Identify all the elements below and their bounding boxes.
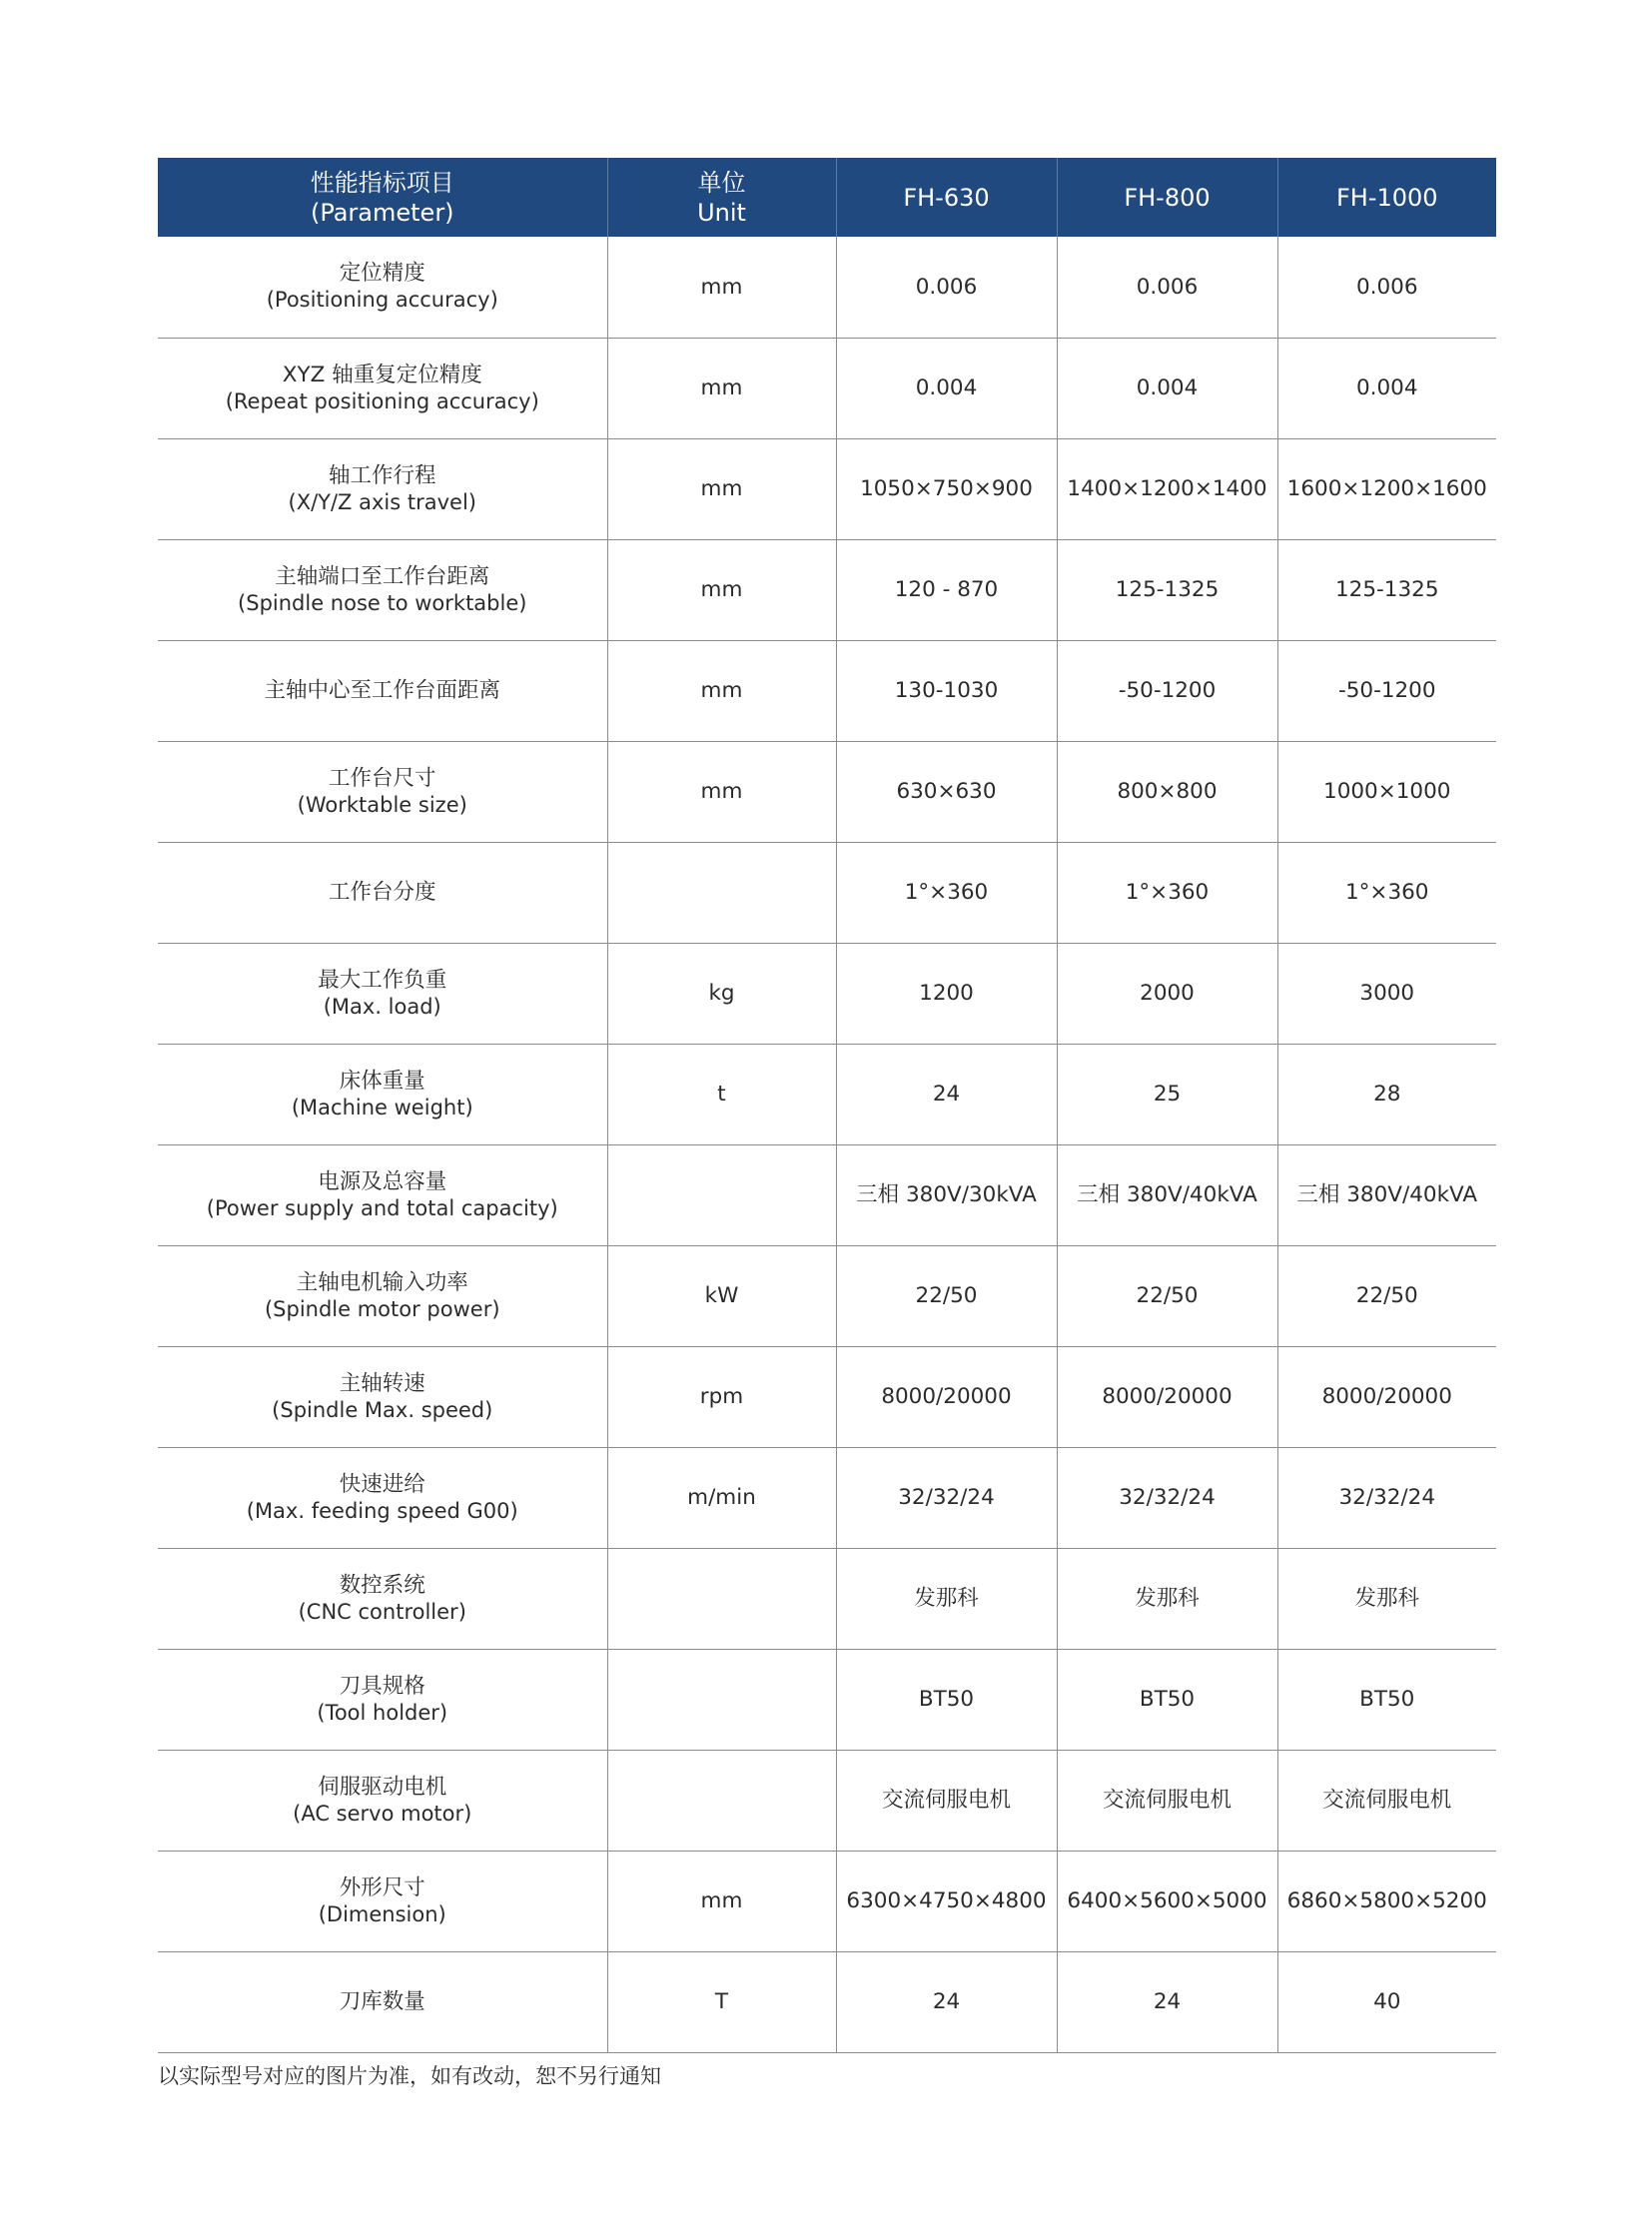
unit-cell: mm (607, 338, 836, 438)
unit-cell: mm (607, 438, 836, 539)
parameter-name-en: (Max. load) (323, 994, 441, 1019)
table-row (158, 1447, 1496, 1548)
value-cell-fh-800: 800×800 (1057, 741, 1277, 842)
value-cell-fh-800: 1400×1200×1400 (1057, 438, 1277, 539)
parameter-name-en: (X/Y/Z axis travel) (288, 489, 476, 514)
value-cell-fh-800: 22/50 (1057, 1245, 1277, 1346)
table-row (158, 1649, 1496, 1750)
value-cell-fh-1000: 22/50 (1277, 1245, 1496, 1346)
header-model-fh-630: FH-630 (836, 158, 1057, 237)
header-unit-cn: 单位 (697, 168, 746, 197)
value-cell-fh-1000: 0.004 (1277, 338, 1496, 438)
value-cell-fh-800: 25 (1057, 1044, 1277, 1144)
value-cell-fh-800: 6400×5600×5000 (1057, 1851, 1277, 1951)
table-row (158, 438, 1496, 539)
value-cell-fh-800: 125-1325 (1057, 539, 1277, 640)
unit-cell (607, 842, 836, 943)
value-cell-fh-630: 0.004 (836, 338, 1057, 438)
parameter-name-cn: 主轴中心至工作台面距离 (264, 678, 500, 703)
header-model-fh-1000: FH-1000 (1277, 158, 1496, 237)
value-cell-fh-1000: 1600×1200×1600 (1277, 438, 1496, 539)
value-cell-fh-1000: 125-1325 (1277, 539, 1496, 640)
unit-cell (607, 1144, 836, 1245)
header-model-fh-800: FH-800 (1057, 158, 1277, 237)
parameter-name-cn: 主轴电机输入功率 (296, 1269, 468, 1295)
value-cell-fh-1000: 三相 380V/40kVA (1277, 1144, 1496, 1245)
value-cell-fh-800: 发那科 (1057, 1548, 1277, 1649)
value-cell-fh-800: 0.006 (1057, 237, 1277, 338)
parameter-name-cn: 主轴转速 (339, 1370, 425, 1396)
table-row (158, 943, 1496, 1044)
unit-cell: mm (607, 237, 836, 338)
value-cell-fh-630: 0.006 (836, 237, 1057, 338)
value-cell-fh-800: 三相 380V/40kVA (1057, 1144, 1277, 1245)
unit-cell (607, 1649, 836, 1750)
parameter-cell (158, 1346, 607, 1447)
value-cell-fh-630: 22/50 (836, 1245, 1057, 1346)
parameter-cell (158, 539, 607, 640)
unit-cell: mm (607, 741, 836, 842)
header-parameter-en: (Parameter) (310, 198, 454, 227)
parameter-name-en: (Worktable size) (297, 792, 467, 817)
value-cell-fh-1000: 发那科 (1277, 1548, 1496, 1649)
parameter-name-en: (Tool holder) (317, 1700, 448, 1725)
unit-cell (607, 1548, 836, 1649)
value-cell-fh-1000: 交流伺服电机 (1277, 1750, 1496, 1851)
parameter-name-cn: 数控系统 (339, 1572, 425, 1598)
table-row (158, 1144, 1496, 1245)
value-cell-fh-630: 1°×360 (836, 842, 1057, 943)
table-row (158, 1346, 1496, 1447)
parameter-cell (158, 237, 607, 338)
parameter-name-cn: 主轴端口至工作台距离 (275, 563, 490, 589)
value-cell-fh-630: 32/32/24 (836, 1447, 1057, 1548)
parameter-name-cn: 刀库数量 (339, 1989, 425, 2014)
parameter-name-cn: 最大工作负重 (318, 967, 447, 993)
parameter-name-en: (AC servo motor) (293, 1801, 472, 1826)
table-row (158, 640, 1496, 741)
parameter-name-en: (Spindle Max. speed) (272, 1397, 493, 1422)
unit-cell: kW (607, 1245, 836, 1346)
value-cell-fh-1000: 40 (1277, 1951, 1496, 2052)
table-row (158, 539, 1496, 640)
parameter-name-cn: 伺服驱动电机 (318, 1774, 447, 1800)
parameter-name-cn: 电源及总容量 (318, 1168, 447, 1194)
parameter-name-cn: 定位精度 (339, 261, 425, 287)
unit-cell: mm (607, 640, 836, 741)
table-row (158, 237, 1496, 338)
value-cell-fh-1000: 8000/20000 (1277, 1346, 1496, 1447)
value-cell-fh-1000: -50-1200 (1277, 640, 1496, 741)
value-cell-fh-800: 2000 (1057, 943, 1277, 1044)
value-cell-fh-630: 24 (836, 1951, 1057, 2052)
value-cell-fh-1000: 1°×360 (1277, 842, 1496, 943)
table-row (158, 1851, 1496, 1951)
unit-cell: rpm (607, 1346, 836, 1447)
value-cell-fh-1000: BT50 (1277, 1649, 1496, 1750)
parameter-name-en: (Spindle nose to worktable) (238, 590, 527, 615)
value-cell-fh-1000: 3000 (1277, 943, 1496, 1044)
parameter-name-cn: 轴工作行程 (328, 462, 436, 488)
value-cell-fh-1000: 28 (1277, 1044, 1496, 1144)
value-cell-fh-800: BT50 (1057, 1649, 1277, 1750)
parameter-cell (158, 1144, 607, 1245)
table-row (158, 1044, 1496, 1144)
value-cell-fh-630: 发那科 (836, 1548, 1057, 1649)
spec-table (158, 158, 1496, 2053)
unit-cell: t (607, 1044, 836, 1144)
parameter-cell (158, 1649, 607, 1750)
header-unit-en: Unit (697, 198, 746, 227)
value-cell-fh-630: BT50 (836, 1649, 1057, 1750)
table-row (158, 1750, 1496, 1851)
parameter-cell (158, 438, 607, 539)
table-row (158, 1548, 1496, 1649)
unit-cell: m/min (607, 1447, 836, 1548)
header-parameter (158, 158, 607, 237)
parameter-name-cn: 外形尺寸 (339, 1874, 425, 1900)
value-cell-fh-800: 24 (1057, 1951, 1277, 2052)
value-cell-fh-800: 1°×360 (1057, 842, 1277, 943)
parameter-name-cn: 刀具规格 (339, 1673, 425, 1699)
parameter-cell (158, 1750, 607, 1851)
parameter-cell (158, 1951, 607, 2052)
parameter-cell (158, 1447, 607, 1548)
parameter-name-cn: 快速进给 (339, 1471, 425, 1497)
value-cell-fh-1000: 0.006 (1277, 237, 1496, 338)
parameter-name-en: (Max. feeding speed G00) (246, 1498, 518, 1523)
value-cell-fh-800: -50-1200 (1057, 640, 1277, 741)
parameter-cell (158, 338, 607, 438)
parameter-name-en: (Positioning accuracy) (266, 288, 498, 313)
value-cell-fh-1000: 6860×5800×5200 (1277, 1851, 1496, 1951)
table-row (158, 1245, 1496, 1346)
value-cell-fh-630: 1050×750×900 (836, 438, 1057, 539)
parameter-cell (158, 741, 607, 842)
value-cell-fh-800: 32/32/24 (1057, 1447, 1277, 1548)
unit-cell (607, 1750, 836, 1851)
value-cell-fh-800: 交流伺服电机 (1057, 1750, 1277, 1851)
value-cell-fh-800: 8000/20000 (1057, 1346, 1277, 1447)
parameter-name-cn: XYZ 轴重复定位精度 (282, 362, 482, 387)
header-unit (607, 158, 836, 237)
value-cell-fh-1000: 1000×1000 (1277, 741, 1496, 842)
value-cell-fh-630: 交流伺服电机 (836, 1750, 1057, 1851)
parameter-cell (158, 1851, 607, 1951)
parameter-cell (158, 1245, 607, 1346)
value-cell-fh-1000: 32/32/24 (1277, 1447, 1496, 1548)
table-header (158, 158, 1496, 237)
parameter-name-en: (Dimension) (318, 1901, 446, 1926)
parameter-name-en: (Repeat positioning accuracy) (225, 388, 539, 413)
parameter-name-cn: 床体重量 (339, 1068, 425, 1094)
parameter-name-en: (Spindle motor power) (264, 1296, 500, 1321)
value-cell-fh-630: 8000/20000 (836, 1346, 1057, 1447)
unit-cell: kg (607, 943, 836, 1044)
table-body (158, 237, 1496, 2052)
parameter-cell (158, 842, 607, 943)
parameter-cell (158, 1044, 607, 1144)
unit-cell: T (607, 1951, 836, 2052)
footnote: 以实际型号对应的图片为准，如有改动，恕不另行通知 (158, 2064, 661, 2088)
value-cell-fh-630: 120 - 870 (836, 539, 1057, 640)
value-cell-fh-630: 1200 (836, 943, 1057, 1044)
table-row (158, 1951, 1496, 2052)
parameter-name-en: (Machine weight) (291, 1095, 473, 1119)
parameter-name-cn: 工作台尺寸 (328, 765, 436, 791)
parameter-cell (158, 640, 607, 741)
value-cell-fh-630: 130-1030 (836, 640, 1057, 741)
table-row (158, 842, 1496, 943)
parameter-cell (158, 1548, 607, 1649)
table-row (158, 741, 1496, 842)
parameter-name-cn: 工作台分度 (328, 880, 436, 905)
value-cell-fh-630: 630×630 (836, 741, 1057, 842)
header-row (158, 158, 1496, 237)
value-cell-fh-630: 6300×4750×4800 (836, 1851, 1057, 1951)
parameter-name-en: (CNC controller) (298, 1599, 466, 1624)
parameter-cell (158, 943, 607, 1044)
value-cell-fh-800: 0.004 (1057, 338, 1277, 438)
table-row (158, 338, 1496, 438)
value-cell-fh-630: 三相 380V/30kVA (836, 1144, 1057, 1245)
unit-cell: mm (607, 539, 836, 640)
unit-cell: mm (607, 1851, 836, 1951)
parameter-name-en: (Power supply and total capacity) (206, 1195, 558, 1220)
header-parameter-cn: 性能指标项目 (310, 168, 454, 197)
value-cell-fh-630: 24 (836, 1044, 1057, 1144)
